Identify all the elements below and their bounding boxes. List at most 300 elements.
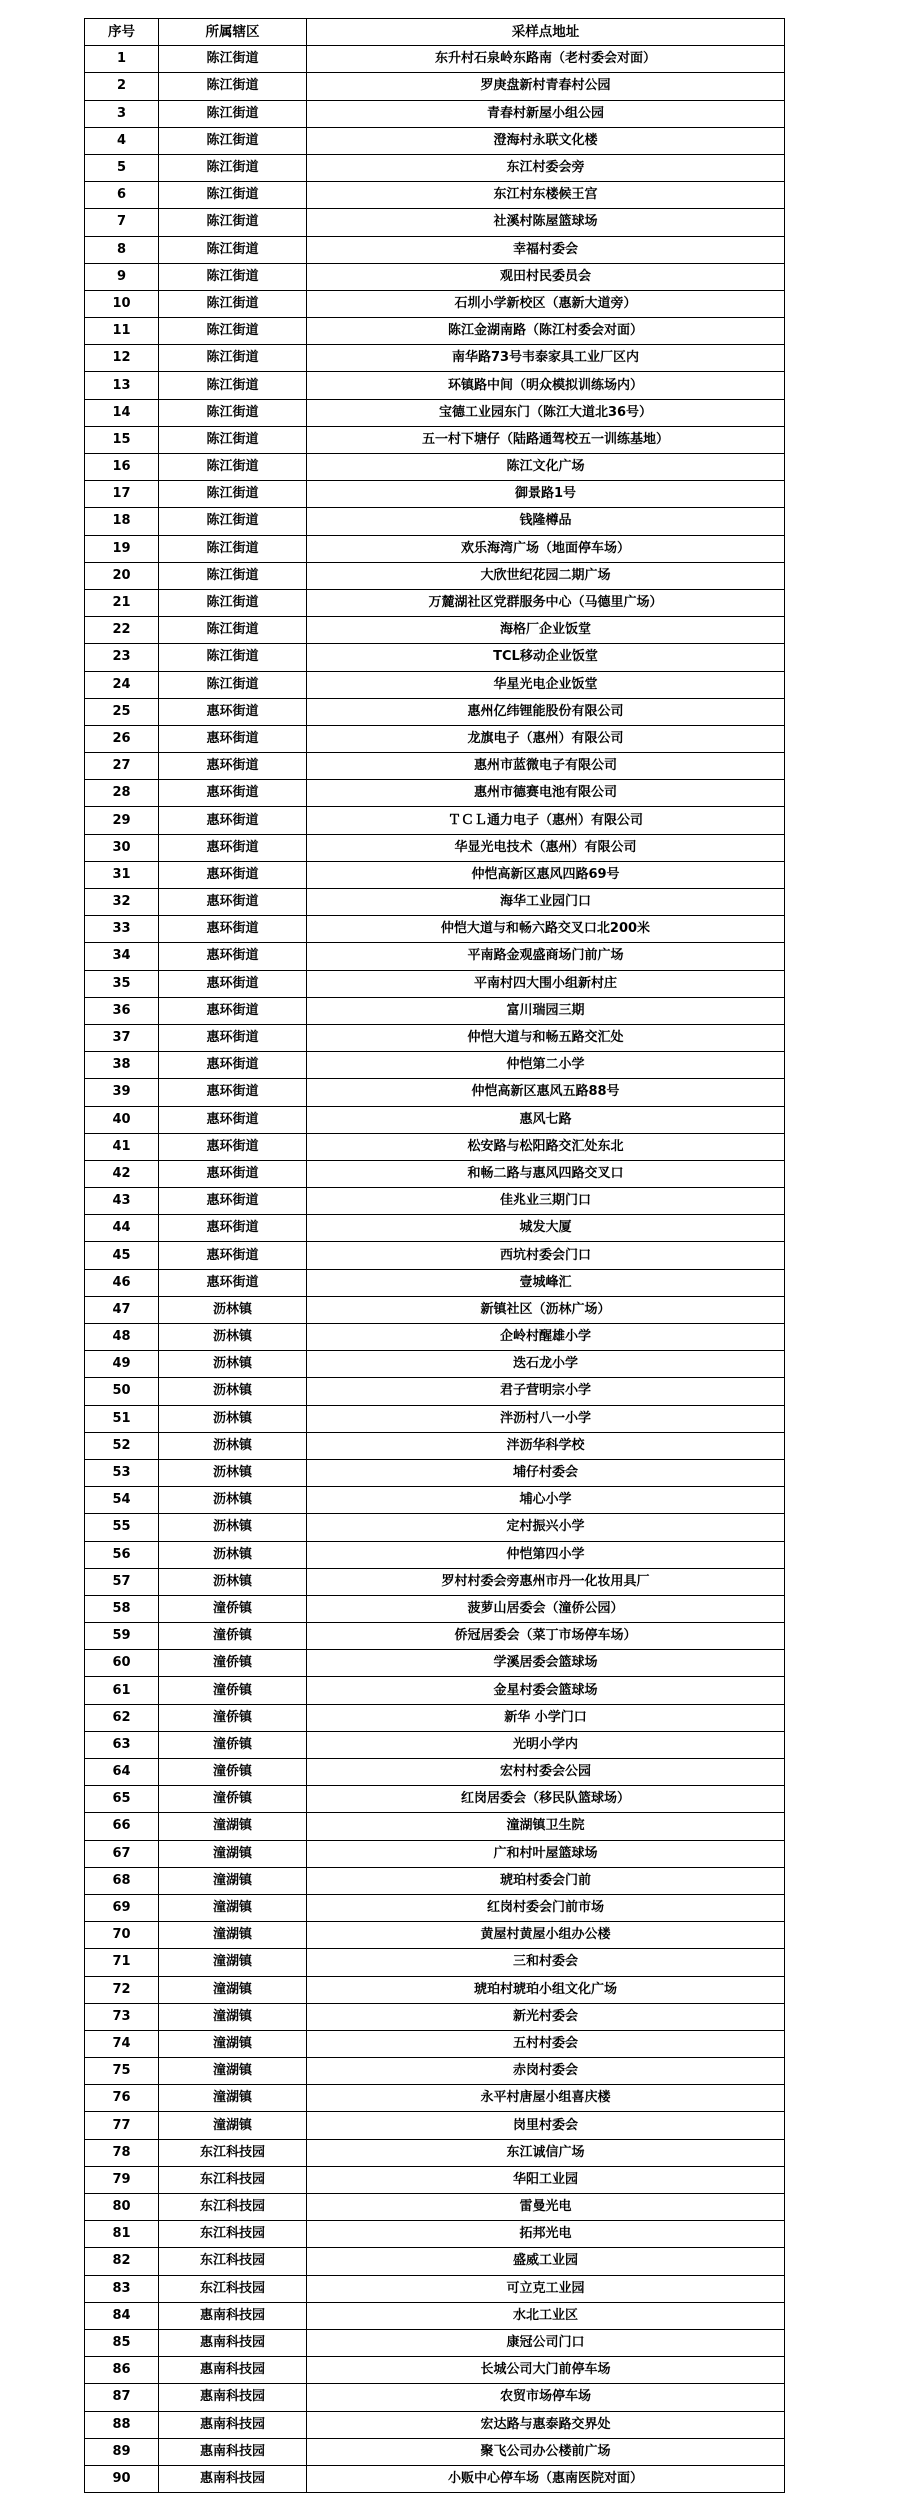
row-district: 惠南科技园 [159,2411,307,2438]
table-row [85,1106,785,1133]
row-district: 潼侨镇 [159,1677,307,1704]
header-district: 所属辖区 [159,19,307,46]
row-address: 南华路73号韦泰家具工业厂区内 [307,345,785,372]
table-row [85,2384,785,2411]
row-district: 沥林镇 [159,1378,307,1405]
row-number: 78 [85,2139,159,2166]
row-district: 沥林镇 [159,1351,307,1378]
row-address: 仲恺高新区惠风四路69号 [307,861,785,888]
row-address: 可立克工业园 [307,2275,785,2302]
row-district: 东江科技园 [159,2221,307,2248]
row-number: 13 [85,372,159,399]
row-number: 84 [85,2302,159,2329]
row-district: 东江科技园 [159,2194,307,2221]
row-district: 沥林镇 [159,1541,307,1568]
row-district: 潼湖镇 [159,2003,307,2030]
row-number: 8 [85,236,159,263]
row-district: 陈江街道 [159,154,307,181]
row-district: 惠环街道 [159,1215,307,1242]
row-district: 潼侨镇 [159,1759,307,1786]
row-district: 东江科技园 [159,2275,307,2302]
row-district: 惠环街道 [159,834,307,861]
row-number: 50 [85,1378,159,1405]
table-row [85,2058,785,2085]
table-row [85,1079,785,1106]
row-number: 35 [85,970,159,997]
row-district: 惠南科技园 [159,2465,307,2492]
table-row [85,2221,785,2248]
row-number: 3 [85,100,159,127]
row-address: 罗村村委会旁惠州市丹一化妆用具厂 [307,1568,785,1595]
row-number: 46 [85,1269,159,1296]
table-row [85,2112,785,2139]
table-row [85,1514,785,1541]
row-number: 81 [85,2221,159,2248]
table-row [85,2329,785,2356]
row-address: 潼湖镇卫生院 [307,1813,785,1840]
row-district: 潼湖镇 [159,2030,307,2057]
row-district: 惠环街道 [159,1079,307,1106]
table-row [85,209,785,236]
row-address: 小贩中心停车场（惠南医院对面） [307,2465,785,2492]
row-number: 18 [85,508,159,535]
row-address: 长城公司大门前停车场 [307,2357,785,2384]
row-district: 陈江街道 [159,209,307,236]
table-row [85,1351,785,1378]
row-address: 宏村村委会公园 [307,1759,785,1786]
row-district: 陈江街道 [159,535,307,562]
table-row [85,2003,785,2030]
row-district: 沥林镇 [159,1405,307,1432]
row-number: 39 [85,1079,159,1106]
row-number: 48 [85,1324,159,1351]
row-address: 水北工业区 [307,2302,785,2329]
table-row [85,1976,785,2003]
row-district: 沥林镇 [159,1296,307,1323]
row-address: 海华工业园门口 [307,889,785,916]
row-number: 86 [85,2357,159,2384]
sampling-points-table [84,18,785,2493]
row-address: 黄屋村黄屋小组办公楼 [307,1922,785,1949]
row-number: 37 [85,1024,159,1051]
row-number: 66 [85,1813,159,1840]
row-district: 陈江街道 [159,481,307,508]
row-district: 惠环街道 [159,1133,307,1160]
row-district: 惠环街道 [159,889,307,916]
table-row [85,1568,785,1595]
row-district: 惠环街道 [159,698,307,725]
row-address: 惠州亿纬锂能股份有限公司 [307,698,785,725]
row-address: 迭石龙小学 [307,1351,785,1378]
row-address: 新华 小学门口 [307,1704,785,1731]
row-address: 环镇路中间（明众模拟训练场内） [307,372,785,399]
row-district: 潼湖镇 [159,1949,307,1976]
row-address: 佳兆业三期门口 [307,1188,785,1215]
table-row [85,1595,785,1622]
table-row [85,345,785,372]
row-address: 陈江金湖南路（陈江村委会对面） [307,318,785,345]
row-address: TCL移动企业饭堂 [307,644,785,671]
row-address: 澄海村永联文化楼 [307,127,785,154]
row-number: 45 [85,1242,159,1269]
table-row [85,1487,785,1514]
table-row [85,481,785,508]
row-district: 潼湖镇 [159,1976,307,2003]
row-number: 53 [85,1459,159,1486]
row-number: 71 [85,1949,159,1976]
table-row [85,1024,785,1051]
row-district: 惠环街道 [159,1024,307,1051]
row-address: 壹城峰汇 [307,1269,785,1296]
row-address: 仲恺第四小学 [307,1541,785,1568]
table-row [85,725,785,752]
row-district: 陈江街道 [159,372,307,399]
table-row [85,1677,785,1704]
header-row [85,19,785,46]
row-number: 64 [85,1759,159,1786]
row-district: 潼湖镇 [159,1894,307,1921]
table-row [85,1405,785,1432]
row-address: 惠州市蓝微电子有限公司 [307,753,785,780]
table-row [85,807,785,834]
row-address: 永平村唐屋小组喜庆楼 [307,2085,785,2112]
table-row [85,1704,785,1731]
row-number: 47 [85,1296,159,1323]
row-address: 罗庚盘新村青春村公园 [307,73,785,100]
table-row [85,2411,785,2438]
row-district: 潼湖镇 [159,1867,307,1894]
table-row [85,1922,785,1949]
row-number: 30 [85,834,159,861]
row-address: 陈江文化广场 [307,454,785,481]
row-number: 14 [85,399,159,426]
row-number: 19 [85,535,159,562]
table-row [85,970,785,997]
row-district: 潼湖镇 [159,1922,307,1949]
row-address: 西坑村委会门口 [307,1242,785,1269]
table-row [85,399,785,426]
row-address: 君子营明宗小学 [307,1378,785,1405]
table-row [85,100,785,127]
row-number: 56 [85,1541,159,1568]
row-district: 惠南科技园 [159,2302,307,2329]
row-address: 东升村石泉岭东路南（老村委会对面） [307,46,785,73]
row-district: 惠环街道 [159,1269,307,1296]
row-number: 24 [85,671,159,698]
row-district: 惠南科技园 [159,2384,307,2411]
row-district: 潼侨镇 [159,1786,307,1813]
row-district: 陈江街道 [159,73,307,100]
row-district: 惠环街道 [159,753,307,780]
row-address: 红岗村委会门前市场 [307,1894,785,1921]
table-row [85,2085,785,2112]
table-row [85,454,785,481]
row-district: 惠环街道 [159,970,307,997]
table-row [85,1867,785,1894]
row-address: 惠州市德赛电池有限公司 [307,780,785,807]
row-address: 仲恺大道与和畅六路交叉口北200米 [307,916,785,943]
row-number: 55 [85,1514,159,1541]
table-row [85,1269,785,1296]
row-number: 70 [85,1922,159,1949]
table-row [85,916,785,943]
row-district: 潼湖镇 [159,2112,307,2139]
row-address: 华显光电技术（惠州）有限公司 [307,834,785,861]
table-row [85,753,785,780]
row-address: 宝德工业园东门（陈江大道北36号） [307,399,785,426]
row-district: 陈江街道 [159,236,307,263]
row-district: 沥林镇 [159,1459,307,1486]
row-address: 岗里村委会 [307,2112,785,2139]
row-address: 东江村委会旁 [307,154,785,181]
row-address: 青春村新屋小组公园 [307,100,785,127]
row-address: 仲恺大道与和畅五路交汇处 [307,1024,785,1051]
table-row [85,263,785,290]
row-address: 菠萝山居委会（潼侨公园） [307,1595,785,1622]
row-address: 盛威工业园 [307,2248,785,2275]
table-row [85,889,785,916]
row-address: 平南村四大围小组新村庄 [307,970,785,997]
row-number: 5 [85,154,159,181]
row-number: 63 [85,1731,159,1758]
row-address: 欢乐海湾广场（地面停车场） [307,535,785,562]
row-number: 75 [85,2058,159,2085]
row-district: 潼侨镇 [159,1731,307,1758]
row-number: 82 [85,2248,159,2275]
row-address: 拓邦光电 [307,2221,785,2248]
row-district: 沥林镇 [159,1514,307,1541]
row-district: 潼侨镇 [159,1595,307,1622]
row-number: 69 [85,1894,159,1921]
row-district: 潼湖镇 [159,1813,307,1840]
row-district: 东江科技园 [159,2166,307,2193]
row-district: 沥林镇 [159,1487,307,1514]
row-number: 43 [85,1188,159,1215]
table-row [85,535,785,562]
row-number: 85 [85,2329,159,2356]
row-number: 31 [85,861,159,888]
row-address: 平南路金观盛商场门前广场 [307,943,785,970]
row-number: 44 [85,1215,159,1242]
table-row [85,1296,785,1323]
table-row [85,2465,785,2492]
row-district: 潼侨镇 [159,1650,307,1677]
row-number: 51 [85,1405,159,1432]
row-address: 御景路1号 [307,481,785,508]
row-address: 康冠公司门口 [307,2329,785,2356]
row-district: 惠环街道 [159,807,307,834]
row-number: 11 [85,318,159,345]
row-district: 陈江街道 [159,454,307,481]
table-row [85,2302,785,2329]
table-row [85,997,785,1024]
table-row [85,154,785,181]
row-number: 25 [85,698,159,725]
row-address: 五村村委会 [307,2030,785,2057]
row-number: 38 [85,1052,159,1079]
row-address: 城发大厦 [307,1215,785,1242]
row-district: 惠环街道 [159,1242,307,1269]
table-row [85,372,785,399]
row-number: 28 [85,780,159,807]
row-number: 40 [85,1106,159,1133]
row-district: 潼湖镇 [159,2085,307,2112]
row-address: 宏达路与惠泰路交界处 [307,2411,785,2438]
row-district: 潼湖镇 [159,2058,307,2085]
row-number: 73 [85,2003,159,2030]
table-row [85,562,785,589]
row-number: 1 [85,46,159,73]
row-district: 惠环街道 [159,1188,307,1215]
row-number: 9 [85,263,159,290]
row-number: 20 [85,562,159,589]
row-address: 大欣世纪花园二期广场 [307,562,785,589]
table-row [85,2438,785,2465]
row-number: 74 [85,2030,159,2057]
row-address: 龙旗电子（惠州）有限公司 [307,725,785,752]
row-number: 15 [85,426,159,453]
table-row [85,1786,785,1813]
table-row [85,1949,785,1976]
row-address: 光明小学内 [307,1731,785,1758]
row-district: 陈江街道 [159,399,307,426]
row-number: 2 [85,73,159,100]
table-row [85,861,785,888]
row-district: 陈江街道 [159,263,307,290]
row-district: 陈江街道 [159,508,307,535]
row-district: 陈江街道 [159,127,307,154]
table-row [85,1324,785,1351]
row-district: 惠环街道 [159,780,307,807]
table-row [85,1160,785,1187]
row-district: 东江科技园 [159,2248,307,2275]
table-row [85,1133,785,1160]
table-row [85,318,785,345]
row-number: 16 [85,454,159,481]
table-row [85,943,785,970]
row-number: 90 [85,2465,159,2492]
row-district: 陈江街道 [159,318,307,345]
table-row [85,1052,785,1079]
row-number: 61 [85,1677,159,1704]
row-address: 东江村东楼候王宫 [307,182,785,209]
row-district: 陈江街道 [159,589,307,616]
row-number: 58 [85,1595,159,1622]
table-row [85,2275,785,2302]
row-district: 惠环街道 [159,1106,307,1133]
row-number: 49 [85,1351,159,1378]
table-row [85,1215,785,1242]
row-number: 23 [85,644,159,671]
table-row [85,834,785,861]
row-number: 62 [85,1704,159,1731]
row-number: 54 [85,1487,159,1514]
row-number: 88 [85,2411,159,2438]
row-number: 41 [85,1133,159,1160]
table-row [85,2194,785,2221]
row-district: 惠南科技园 [159,2329,307,2356]
row-number: 34 [85,943,159,970]
row-number: 32 [85,889,159,916]
row-district: 陈江街道 [159,46,307,73]
row-number: 57 [85,1568,159,1595]
row-district: 沥林镇 [159,1568,307,1595]
row-district: 惠环街道 [159,1160,307,1187]
row-district: 陈江街道 [159,644,307,671]
row-address: 新镇社区（沥林广场） [307,1296,785,1323]
table-row [85,1840,785,1867]
row-number: 12 [85,345,159,372]
row-address: 华阳工业园 [307,2166,785,2193]
header-address: 采样点地址 [307,19,785,46]
row-address: 定村振兴小学 [307,1514,785,1541]
table-row [85,1541,785,1568]
row-address: 社溪村陈屋篮球场 [307,209,785,236]
table-row [85,2357,785,2384]
table-row [85,589,785,616]
row-address: 富川瑞园三期 [307,997,785,1024]
row-number: 59 [85,1623,159,1650]
row-address: 泮沥华科学校 [307,1432,785,1459]
table-row [85,508,785,535]
row-district: 惠环街道 [159,861,307,888]
row-address: 学溪居委会篮球场 [307,1650,785,1677]
row-address: 聚飞公司办公楼前广场 [307,2438,785,2465]
row-address: 海格厂企业饭堂 [307,617,785,644]
table-row [85,1650,785,1677]
row-address: 新光村委会 [307,2003,785,2030]
table-row [85,73,785,100]
table-row [85,671,785,698]
row-number: 87 [85,2384,159,2411]
table-row [85,2248,785,2275]
table-row [85,1894,785,1921]
row-address: 三和村委会 [307,1949,785,1976]
row-address: 五一村下塘仔（陆路通驾校五一训练基地） [307,426,785,453]
row-address: 金星村委会篮球场 [307,1677,785,1704]
row-number: 80 [85,2194,159,2221]
table-row [85,617,785,644]
row-address: 侨冠居委会（菜丁市场停车场） [307,1623,785,1650]
row-address: 惠风七路 [307,1106,785,1133]
row-number: 33 [85,916,159,943]
row-address: 泮沥村八一小学 [307,1405,785,1432]
table-row [85,1459,785,1486]
row-number: 67 [85,1840,159,1867]
row-address: 石圳小学新校区（惠新大道旁） [307,290,785,317]
table-row [85,1432,785,1459]
row-number: 4 [85,127,159,154]
table-row [85,1242,785,1269]
row-number: 42 [85,1160,159,1187]
row-number: 10 [85,290,159,317]
row-address: 琥珀村委会门前 [307,1867,785,1894]
row-number: 68 [85,1867,159,1894]
table-row [85,780,785,807]
row-district: 陈江街道 [159,562,307,589]
table-row [85,1623,785,1650]
row-district: 陈江街道 [159,182,307,209]
row-address: 仲恺第二小学 [307,1052,785,1079]
table-row [85,426,785,453]
row-district: 惠环街道 [159,916,307,943]
row-address: 广和村叶屋篮球场 [307,1840,785,1867]
row-district: 陈江街道 [159,345,307,372]
row-number: 26 [85,725,159,752]
row-address: 红岗居委会（移民队篮球场） [307,1786,785,1813]
row-number: 52 [85,1432,159,1459]
table-row [85,2166,785,2193]
